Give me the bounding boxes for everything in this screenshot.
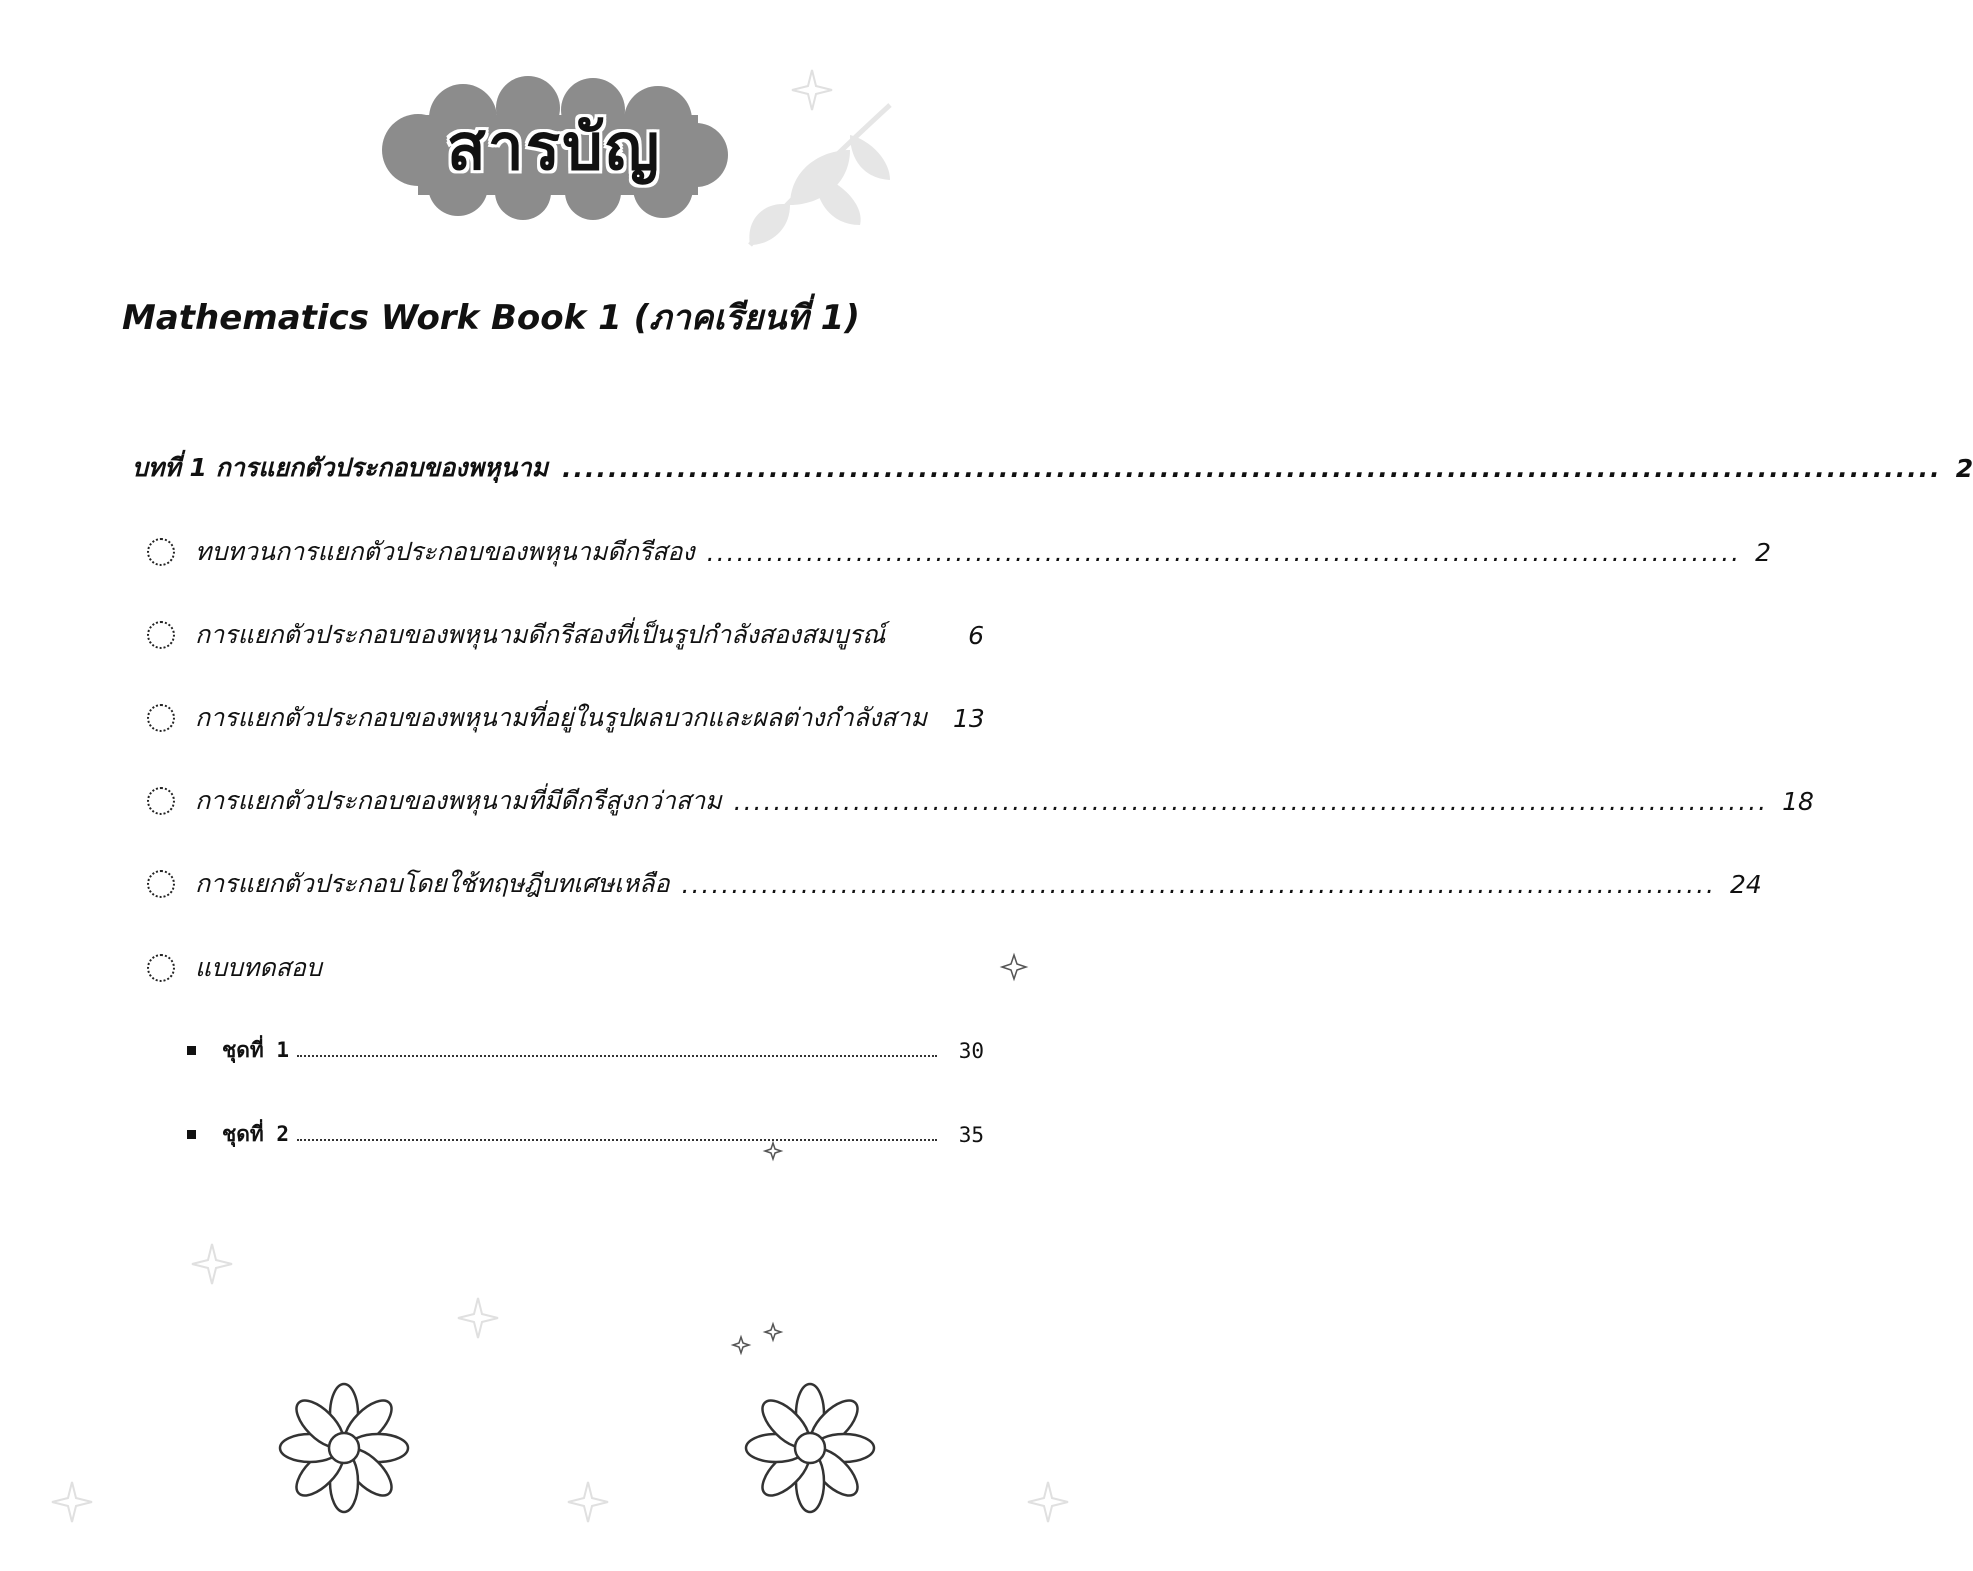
- toc-entry[interactable]: [147, 781, 1814, 821]
- leaf-branch-icon: [749, 105, 890, 245]
- sparkle-icon: [1002, 955, 1026, 979]
- toc-test-entry[interactable]: [187, 1034, 984, 1067]
- page-number: 2: [1755, 537, 1772, 567]
- circle-bullet-icon: [147, 704, 175, 732]
- sparkle-icon: [458, 1298, 498, 1338]
- entry-title: การแยกตัวประกอบของพหุนามที่มีดีกรีสูงกว่าสาม: [195, 786, 722, 815]
- page-number: 30: [958, 1038, 984, 1063]
- toc-entry[interactable]: [147, 615, 984, 655]
- square-bullet-icon: [187, 1046, 196, 1055]
- book-subtitle: Mathematics Work Book 1 (ภาคเรียนที่ 1): [122, 298, 860, 338]
- entry-title: การแยกตัวประกอบของพหุนามดีกรีสองที่เป็นรูปกำลังสองสมบูรณ์: [195, 620, 886, 649]
- toc-test-entry[interactable]: [187, 1118, 984, 1151]
- toc-entry[interactable]: [147, 864, 1762, 904]
- sparkle-icon: [792, 70, 832, 110]
- page-number: 18: [1782, 786, 1814, 816]
- dot-leader: ........................................................................................................: [733, 786, 1769, 816]
- sparkle-icon: [52, 1482, 92, 1522]
- sparkle-icon: [733, 1337, 749, 1353]
- dot-leader: ........................................................................................................................: [562, 453, 1942, 483]
- page-number: 24: [1729, 869, 1762, 899]
- test-title: ชุดที่ 1: [222, 1038, 290, 1062]
- circle-bullet-icon: [147, 870, 175, 898]
- circle-bullet-icon: [147, 954, 175, 982]
- entry-title: การแยกตัวประกอบของพหุนามที่อยู่ในรูปผลบวกและผลต่างกำลังสาม: [195, 703, 927, 732]
- page-number: 35: [958, 1122, 984, 1147]
- toc-chapter-row[interactable]: [132, 448, 1973, 488]
- entry-title: แบบทดสอบ: [195, 953, 322, 982]
- circle-bullet-icon: [147, 787, 175, 815]
- toc-entry[interactable]: [147, 948, 984, 988]
- toc-entry[interactable]: [147, 698, 984, 738]
- square-bullet-icon: [187, 1130, 196, 1139]
- sparkle-icon: [765, 1324, 781, 1340]
- page-number: 2: [1955, 453, 1973, 483]
- page-number: 13: [952, 703, 985, 733]
- page-number: 6: [968, 620, 984, 650]
- sparkle-icon: [568, 1482, 608, 1522]
- entry-title: การแยกตัวประกอบโดยใช้ทฤษฎีบทเศษเหลือ: [195, 869, 670, 898]
- test-title: ชุดที่ 2: [222, 1122, 290, 1146]
- dot-leader: [297, 1053, 937, 1057]
- dot-leader: ........................................................................................................: [706, 537, 1742, 567]
- page-title: สารบัญ: [446, 111, 662, 185]
- sparkle-icon: [1028, 1482, 1068, 1522]
- flower-icon: [746, 1384, 874, 1512]
- entry-title: ทบทวนการแยกตัวประกอบของพหุนามดีกรีสอง: [195, 537, 695, 566]
- dot-leader: ........................................................................................................: [681, 869, 1716, 899]
- flower-icon: [280, 1384, 408, 1512]
- dot-leader: [297, 1137, 937, 1141]
- circle-bullet-icon: [147, 621, 175, 649]
- toc-entry[interactable]: [147, 532, 1772, 572]
- sparkle-icon: [192, 1244, 232, 1284]
- circle-bullet-icon: [147, 538, 175, 566]
- chapter-title: บทที่ 1 การแยกตัวประกอบของพหุนาม: [132, 453, 549, 482]
